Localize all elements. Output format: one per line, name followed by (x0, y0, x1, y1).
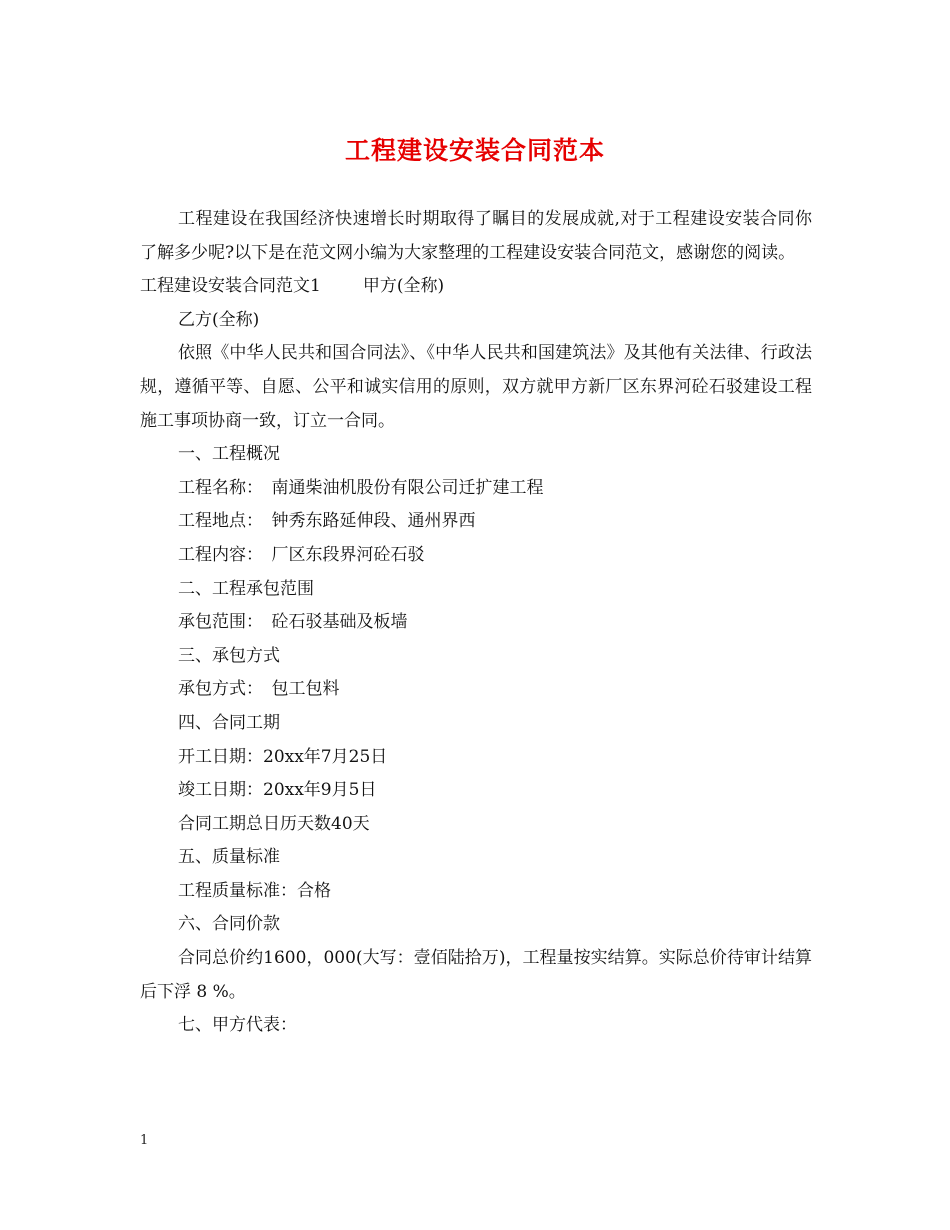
contract-line: 工程名称： 南通柴油机股份有限公司迁扩建工程 (178, 477, 544, 498)
contract-line: 六、合同价款 (178, 914, 280, 935)
contract-line: 一、工程概况 (178, 444, 280, 465)
contract-line: 四、合同工期 (178, 712, 280, 733)
contract-line: 工程质量标准：合格 (178, 880, 331, 901)
page-number: 1 (140, 1133, 149, 1148)
contract-line: 竣工日期：20xx年9月5日 (178, 780, 377, 801)
price-paragraph: 合同总价约1600，000(大写：壹佰陆拾万)，工程量按实结算。实际总价待审计结算后下浮 8 %。 (140, 948, 812, 1002)
document-title: 工程建设安装合同范本 (344, 136, 605, 165)
contract-line: 承包范围： 砼石驳基础及板墙 (178, 612, 408, 633)
contract-line: 三、承包方式 (178, 645, 280, 666)
contract-line: 合同工期总日历天数40天 (178, 813, 370, 834)
contract-line: 开工日期：20xx年7月25日 (178, 746, 388, 767)
party-a-rep-line: 七、甲方代表： (178, 1015, 297, 1036)
sample-heading-line (140, 270, 812, 304)
party-b-label: 乙方(全称) (178, 309, 260, 330)
document-body (140, 203, 812, 1043)
sample-heading: 工程建设安装合同范文1 (140, 276, 321, 297)
contract-line: 承包方式： 包工包料 (178, 679, 340, 700)
party-a-label: 甲方(全称) (362, 276, 445, 297)
contract-line: 五、质量标准 (178, 847, 280, 868)
basis-paragraph: 依照《中华人民共和国合同法》、《中华人民共和国建筑法》及其他有关法律、行政法规，遵循平等、自愿、公平和诚实信用的原则，双方就甲方新厂区东界河砼石驳建设工程施工事项协商一致，订立一合同。 (140, 343, 812, 431)
contract-lines (140, 438, 812, 942)
intro-paragraph: 工程建设在我国经济快速增长时期取得了瞩目的发展成就,对于工程建设安装合同你了解多少呢?以下是在范文网小编为大家整理的工程建设安装合同范文，感谢您的阅读。 (140, 209, 812, 263)
contract-line: 工程地点： 钟秀东路延伸段、通州界西 (178, 511, 476, 532)
contract-line: 工程内容： 厂区东段界河砼石驳 (178, 544, 425, 565)
contract-line: 二、工程承包范围 (178, 578, 314, 599)
